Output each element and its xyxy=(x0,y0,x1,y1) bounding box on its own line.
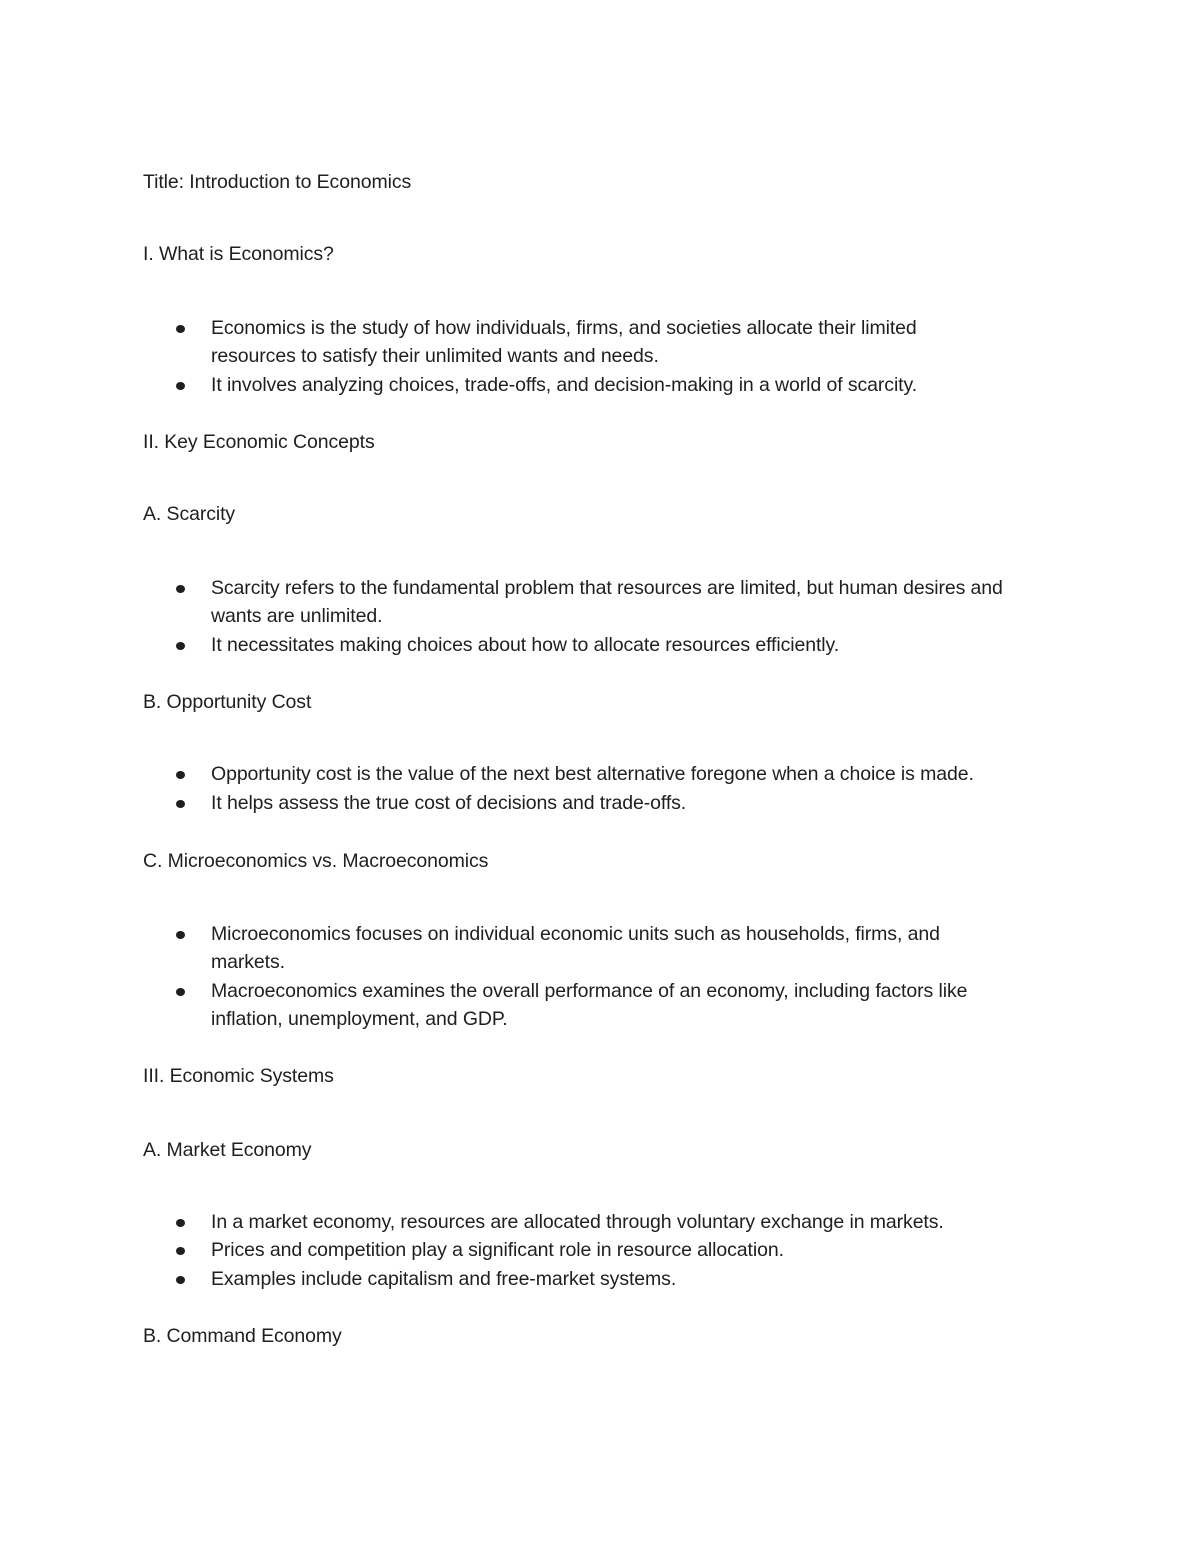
bullet-icon xyxy=(176,771,185,779)
list-item-text: Microeconomics focuses on individual economic units such as households, firms, and xyxy=(211,923,940,945)
section-heading-economic-systems: III. Economic Systems xyxy=(143,1065,334,1087)
list-item-text: In a market economy, resources are allocated through voluntary exchange in markets. xyxy=(211,1211,944,1233)
document-title: Title: Introduction to Economics xyxy=(143,171,412,193)
list-item-text: Scarcity refers to the fundamental problem that resources are limited, but human desires and xyxy=(211,577,1003,599)
section-heading-key-economic-concepts: II. Key Economic Concepts xyxy=(143,431,375,453)
list-item-text-continued: inflation, unemployment, and GDP. xyxy=(211,1008,508,1030)
list-item-text-continued: resources to satisfy their unlimited wants and needs. xyxy=(211,345,659,367)
list-item-text: It helps assess the true cost of decisions and trade-offs. xyxy=(211,792,687,814)
bullet-icon xyxy=(176,585,185,593)
bullet-icon xyxy=(176,931,185,939)
bullet-icon xyxy=(176,325,185,333)
subsection-heading-scarcity: A. Scarcity xyxy=(143,503,236,525)
list-item-text: Macroeconomics examines the overall performance of an economy, including factors like xyxy=(211,980,968,1002)
subsection-heading-command-economy: B. Command Economy xyxy=(143,1325,342,1347)
list-item-text-continued: wants are unlimited. xyxy=(211,605,383,627)
subsection-heading-micro-vs-macro: C. Microeconomics vs. Macroeconomics xyxy=(143,850,489,872)
list-item-text: Economics is the study of how individuals, firms, and societies allocate their limited xyxy=(211,317,917,339)
list-item-text: It necessitates making choices about how to allocate resources efficiently. xyxy=(211,634,840,656)
list-item-text-continued: markets. xyxy=(211,951,285,973)
subsection-heading-market-economy: A. Market Economy xyxy=(143,1139,312,1161)
bullet-icon xyxy=(176,1276,185,1284)
list-item-text: It involves analyzing choices, trade-offs, and decision-making in a world of scarcity. xyxy=(211,374,918,396)
list-item-text: Examples include capitalism and free-market systems. xyxy=(211,1268,677,1290)
bullet-icon xyxy=(176,382,185,390)
list-item-text: Opportunity cost is the value of the next best alternative foregone when a choice is made. xyxy=(211,763,974,785)
subsection-heading-opportunity-cost: B. Opportunity Cost xyxy=(143,691,312,713)
bullet-icon xyxy=(176,642,185,650)
section-heading-what-is-economics: I. What is Economics? xyxy=(143,243,334,265)
bullet-icon xyxy=(176,1219,185,1227)
bullet-icon xyxy=(176,988,185,996)
list-item-text: Prices and competition play a significant role in resource allocation. xyxy=(211,1239,784,1261)
bullet-icon xyxy=(176,800,185,808)
bullet-icon xyxy=(176,1247,185,1255)
